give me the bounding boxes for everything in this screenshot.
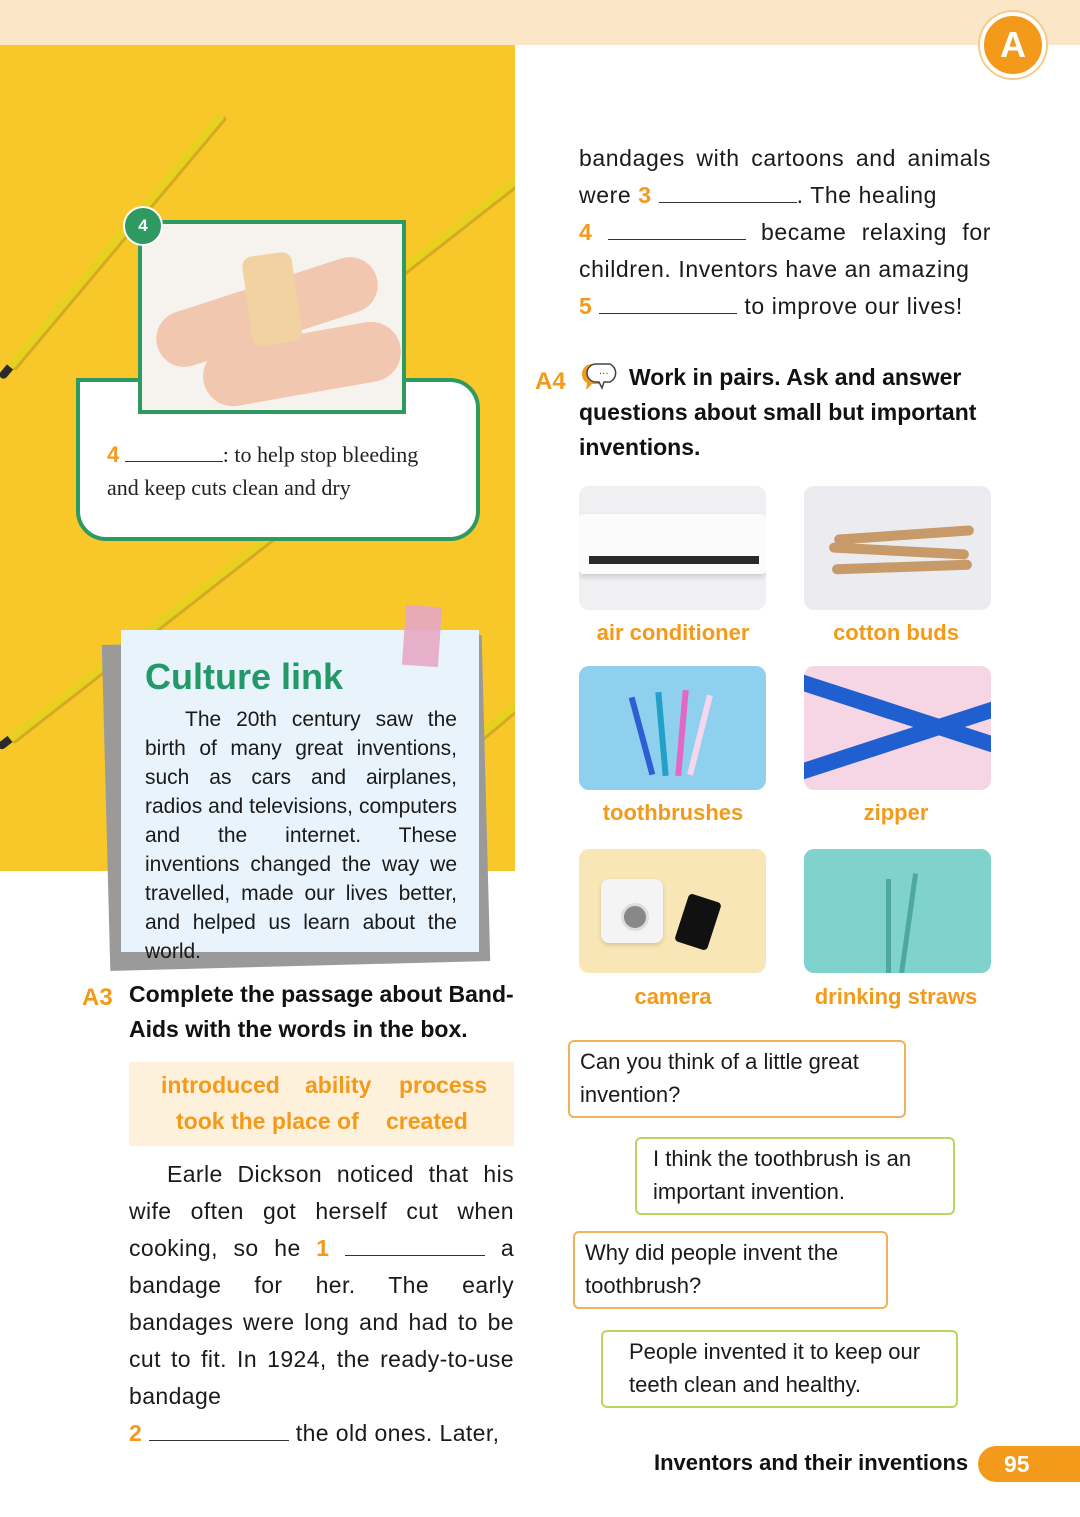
passage-text: the old ones. Later,: [295, 1420, 500, 1446]
dialogue-line: People invented it to keep our: [629, 1339, 921, 1364]
passage-text: to improve our lives!: [744, 293, 963, 319]
item-number: 4: [107, 442, 120, 467]
dialogue-bubble-3: [573, 1231, 888, 1309]
a3-instruction-line1: Complete the passage about Band-: [129, 981, 514, 1007]
passage-text: bandages with cartoons and animals were: [579, 145, 991, 208]
air-conditioner-image: [579, 486, 766, 610]
answer-blank-2[interactable]: [149, 1422, 289, 1441]
figure-number-badge: 4: [123, 206, 163, 246]
cotton-buds-image: [804, 486, 991, 610]
culture-link-title: Culture link: [145, 656, 344, 697]
dialogue-line: I think the toothbrush is an: [653, 1146, 912, 1171]
unit-letter-badge: A: [980, 12, 1046, 78]
page-number: 95: [978, 1446, 1080, 1482]
drinking-straws-image: [804, 849, 991, 973]
figure-caption-text: [107, 438, 467, 504]
footer-unit-title: Inventors and their inventions: [654, 1450, 969, 1475]
a4-instruction: [579, 360, 999, 465]
section-label-a4: A4: [535, 368, 566, 395]
zipper-image: [804, 666, 991, 790]
dialogue-line: important invention.: [653, 1179, 845, 1204]
blank-number: 3: [638, 182, 652, 208]
caption-drinking-straws: drinking straws: [814, 984, 978, 1009]
dialogue-line: Why did people invent the: [585, 1240, 839, 1265]
answer-blank-5[interactable]: [599, 295, 737, 314]
word-option: created: [386, 1108, 468, 1134]
a3-instruction: [129, 977, 519, 1047]
toothbrushes-image: [579, 666, 766, 790]
paper-tab-decoration: [402, 605, 442, 667]
caption-cotton-buds: cotton buds: [833, 620, 959, 645]
a3-passage-right: [579, 140, 991, 325]
dialogue-line: Can you think of a little great: [580, 1049, 859, 1074]
culture-link-body: [145, 705, 457, 966]
caption-line2: and keep cuts clean and dry: [107, 475, 351, 500]
caption-toothbrushes: toothbrushes: [602, 800, 744, 825]
answer-blank[interactable]: [125, 443, 223, 462]
dialogue-bubble-2: [635, 1137, 955, 1215]
passage-text: Earle Dickson noticed that his wife often got herself cut when cooking, so he: [129, 1161, 514, 1261]
a4-instruction-line1: Work in pairs. Ask and answer: [629, 364, 962, 390]
caption-line1: : to help stop bleeding: [222, 442, 419, 467]
dialogue-line: invention?: [580, 1082, 681, 1107]
caption-air-conditioner: air conditioner: [596, 620, 750, 645]
caption-camera: camera: [634, 984, 712, 1009]
word-option: process: [399, 1072, 488, 1098]
passage-text: . The healing: [796, 182, 938, 208]
passage-text: a bandage for her. The early bandages were long and had to be cut to fit. In 1924, the ready-to-use bandage: [129, 1235, 515, 1409]
svg-text:···: ···: [599, 369, 609, 380]
dialogue-bubble-1: [568, 1040, 906, 1118]
a3-passage-left: [129, 1156, 514, 1452]
word-box: [129, 1062, 514, 1146]
camera-image: [579, 849, 766, 973]
culture-body-text: The 20th century saw the birth of many great inventions, such as cars and airplanes, radios and televisions, computers and the internet. These inventions changed the way we travelled, made our lives better, and helped us learn about the world.: [145, 708, 457, 963]
a4-instruction-line3: inventions.: [579, 434, 701, 460]
dialogue-bubble-4: [601, 1330, 958, 1408]
caption-zipper: zipper: [863, 800, 929, 825]
passage-text: became relaxing for children. Inventors have an amazing: [579, 219, 991, 282]
a4-instruction-line2: questions about small but important: [579, 399, 977, 425]
blank-number: 2: [129, 1420, 143, 1446]
bandaid-photo: [138, 220, 406, 414]
dialogue-line: teeth clean and healthy.: [629, 1372, 861, 1397]
answer-blank-4[interactable]: [608, 221, 746, 240]
word-option: introduced: [161, 1072, 280, 1098]
answer-blank-3[interactable]: [659, 184, 797, 203]
a3-instruction-line2: Aids with the words in the box.: [129, 1016, 468, 1042]
blank-number: 4: [579, 219, 593, 245]
top-header-band: [0, 0, 1080, 45]
word-option: took the place of: [176, 1108, 359, 1134]
dialogue-line: toothbrush?: [585, 1273, 702, 1298]
word-option: ability: [305, 1072, 372, 1098]
blank-number: 1: [316, 1235, 330, 1261]
answer-blank-1[interactable]: [345, 1237, 485, 1256]
section-label-a3: A3: [82, 984, 113, 1011]
blank-number: 5: [579, 293, 593, 319]
